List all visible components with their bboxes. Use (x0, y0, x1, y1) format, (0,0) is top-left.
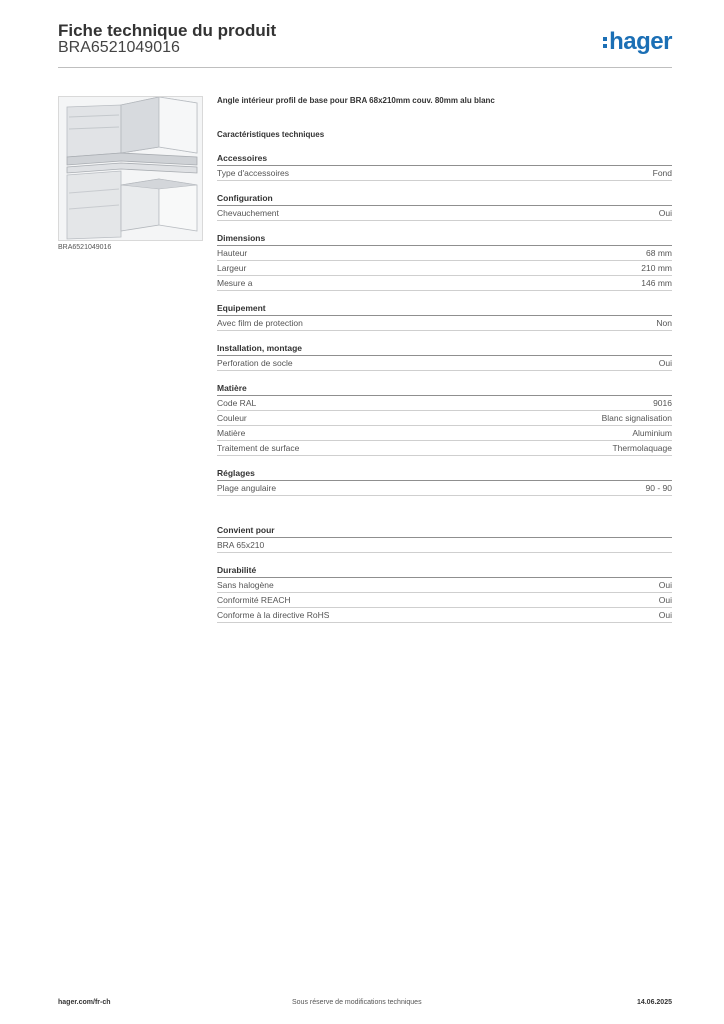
spec-value: Blanc signalisation (601, 413, 672, 423)
spec-label: Mesure a (217, 278, 253, 288)
spec-row (217, 316, 672, 331)
spec-label: Code RAL (217, 398, 257, 408)
spec-label: Conformité REACH (217, 595, 291, 605)
spec-value: Oui (658, 358, 672, 368)
group-dimensions (217, 232, 672, 291)
spec-label: Sans halogène (217, 580, 274, 590)
spec-label: Chevauchement (217, 208, 279, 218)
spec-row (217, 206, 672, 221)
group-configuration (217, 192, 672, 221)
footer-date: 14.06.2025 (636, 999, 672, 1006)
hager-logo (603, 28, 672, 56)
spec-value: Non (656, 318, 672, 328)
spec-row (217, 411, 672, 426)
header-divider (58, 67, 672, 68)
product-reference: BRA6521049016 (58, 39, 180, 56)
group-title: Réglages (217, 467, 672, 481)
group-equipement (217, 302, 672, 331)
spec-label: Traitement de surface (217, 443, 300, 453)
group-title: Convient pour (217, 524, 672, 538)
brand-name: hager (609, 28, 672, 55)
spec-row (217, 578, 672, 593)
group-matiere (217, 382, 672, 456)
spec-value: Thermolaquage (612, 443, 672, 453)
spec-row (217, 593, 672, 608)
spec-value: 68 mm (646, 248, 672, 258)
spec-value: Aluminium (632, 428, 672, 438)
logo-dots-icon (603, 34, 608, 51)
spec-value: Oui (658, 208, 672, 218)
group-title: Dimensions (217, 232, 672, 246)
spec-label: Plage angulaire (217, 483, 277, 493)
spec-label: BRA 65x210 (217, 540, 265, 550)
spec-row (217, 356, 672, 371)
group-title: Durabilité (217, 564, 672, 578)
spec-row (217, 276, 672, 291)
spec-row (217, 246, 672, 261)
characteristics-title: Caractéristiques techniques (217, 130, 325, 139)
spec-row (217, 166, 672, 181)
group-title: Matière (217, 382, 672, 396)
page-title: Fiche technique du produit (58, 21, 277, 40)
group-title: Equipement (217, 302, 672, 316)
spec-label: Conforme à la directive RoHS (217, 610, 330, 620)
group-title: Installation, montage (217, 342, 672, 356)
cable-duct-corner-icon (59, 97, 202, 240)
spec-label: Avec film de protection (217, 318, 303, 328)
spec-label: Type d'accessoires (217, 168, 290, 178)
spec-value: 146 mm (641, 278, 672, 288)
spec-row (217, 441, 672, 456)
spec-value: Fond (652, 168, 672, 178)
group-convient-pour (217, 524, 672, 553)
spec-label: Largeur (217, 263, 247, 273)
spec-row (217, 608, 672, 623)
spec-row (217, 481, 672, 496)
group-title: Accessoires (217, 152, 672, 166)
footer-website-link[interactable]: hager.com/fr-ch (58, 999, 111, 1006)
product-image (58, 96, 203, 241)
spec-label: Hauteur (217, 248, 248, 258)
image-caption: BRA6521049016 (58, 244, 112, 251)
group-title: Configuration (217, 192, 672, 206)
footer-notice: Sous réserve de modifications techniques (292, 999, 422, 1006)
spec-label: Couleur (217, 413, 247, 423)
spec-row (217, 261, 672, 276)
spec-row (217, 426, 672, 441)
spec-value: 210 mm (641, 263, 672, 273)
group-accessoires (217, 152, 672, 181)
spec-value: Oui (658, 610, 672, 620)
spec-row (217, 538, 672, 553)
spec-label: Perforation de socle (217, 358, 293, 368)
spec-value: Oui (658, 595, 672, 605)
spec-row (217, 396, 672, 411)
spec-label: Matière (217, 428, 246, 438)
spec-value: 9016 (653, 398, 672, 408)
group-durabilite (217, 564, 672, 623)
spec-value: Oui (658, 580, 672, 590)
group-reglages (217, 467, 672, 496)
characteristics-list (217, 152, 672, 623)
product-details (217, 96, 672, 634)
spec-value: 90 - 90 (645, 483, 672, 493)
group-installation (217, 342, 672, 371)
product-description: Angle intérieur profil de base pour BRA 68x210mm couv. 80mm alu blanc (217, 96, 495, 105)
